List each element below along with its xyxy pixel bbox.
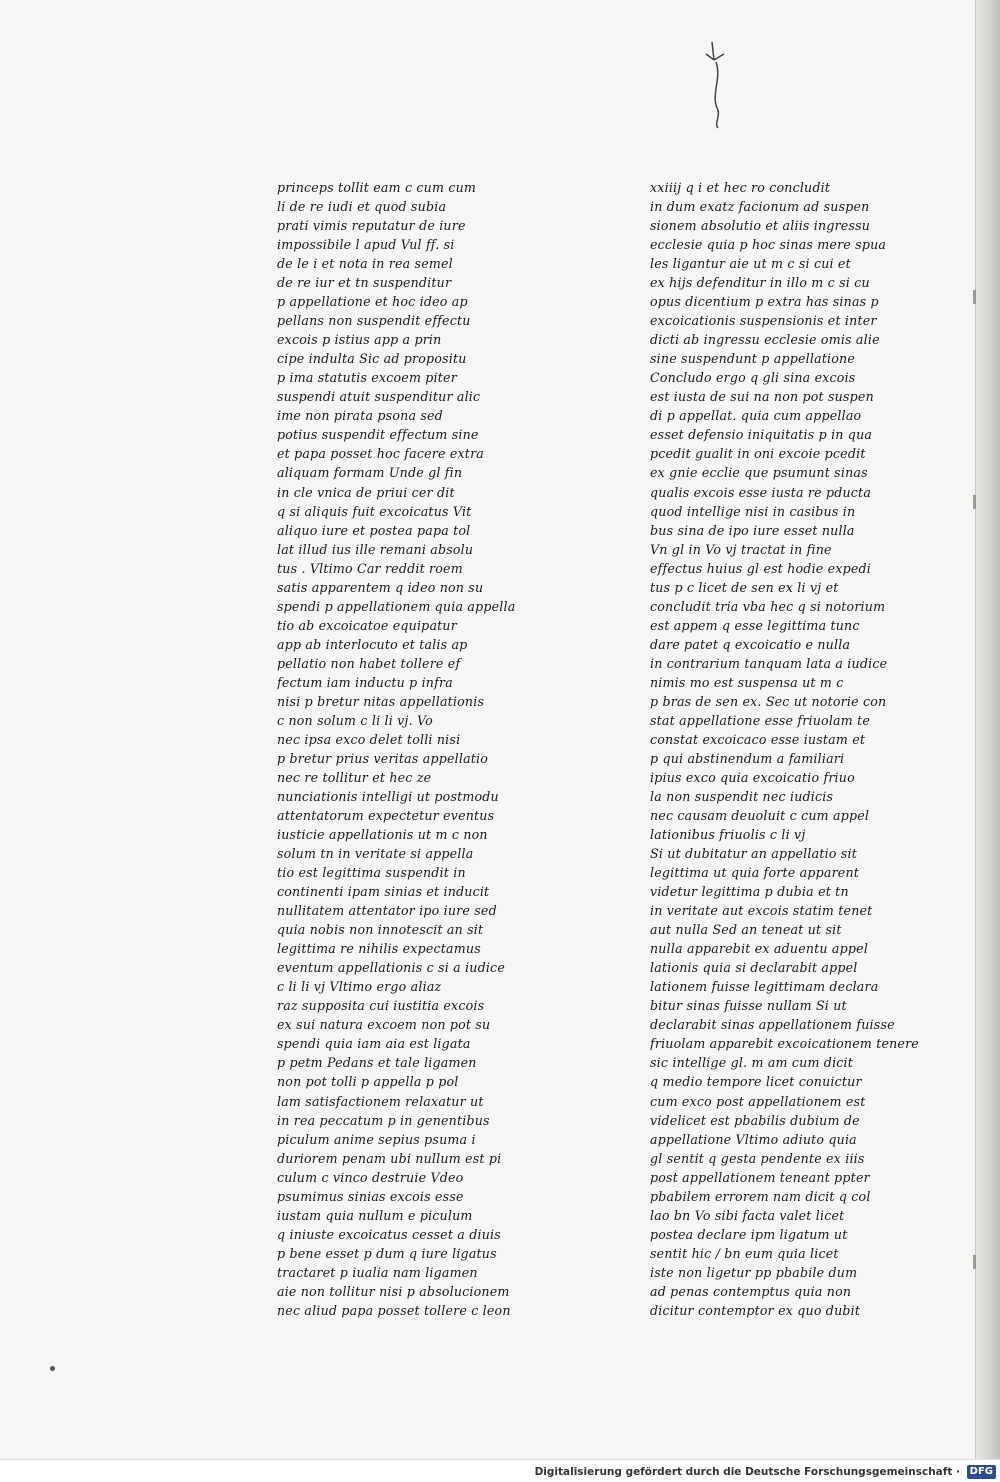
text-line: culum c vinco destruie Vdeo [277,1169,464,1185]
text-line: eventum appellationis c si a iudice [277,960,505,976]
text-line: princeps tollit eam c cum cum [277,180,477,195]
text-line: cum exco post appellationem est [650,1093,866,1109]
text-line: suspendi atuit suspenditur alic [277,389,481,405]
text-line: dicitur contemptor ex quo dubit [650,1302,861,1318]
text-line: sionem absolutio et aliis ingressu [650,218,871,234]
text-line: xxiiij q i et hec ro concludit [650,180,831,195]
text-line: potius suspendit effectum sine [277,427,479,443]
text-line: tus . Vltimo Car reddit roem [277,560,463,576]
footer-bar [0,1459,1000,1482]
text-line: aliquam formam Unde gl fin [277,465,463,481]
text-column-left [277,178,542,1320]
text-line: q iniuste excoicatus cesset a diuis [277,1226,501,1242]
text-line: est iusta de sui na non pot suspen [650,389,874,405]
text-line: continenti ipam sinias et inducit [277,884,490,900]
text-line: in dum exatz facionum ad suspen [650,199,870,215]
text-line: nulla apparebit ex aduentu appel [650,941,869,957]
text-line: excoicationis suspensionis et inter [650,313,877,329]
text-line: legittima re nihilis expectamus [277,941,481,957]
text-line: la non suspendit nec iudicis [650,789,834,804]
text-line: declarabit sinas appellationem fuisse [650,1017,895,1033]
text-line: app ab interlocuto et talis ap [277,636,468,652]
text-line: videtur legittima p dubia et tn [650,884,849,900]
text-line: lationem fuisse legittimam declara [650,979,879,995]
text-line: opus dicentium p extra has sinas p [650,294,879,310]
text-line: p bras de sen ex. Sec ut notorie con [650,693,887,709]
text-line: tus p c licet de sen ex li vj et [650,579,839,595]
text-line: quod intellige nisi in casibus in [650,503,856,519]
text-line: nunciationis intelligi ut postmodu [277,789,499,804]
text-line: p ima statutis excoem piter [277,370,457,386]
text-line: prati vimis reputatur de iure [277,218,466,234]
text-line: legittima ut quia forte apparent [650,865,860,881]
text-line: fectum iam inductu p infra [277,674,453,690]
text-line: sine suspendunt p appellatione [650,351,856,367]
text-line: di p appellat. quia cum appellao [650,408,862,424]
text-line: ipius exco quia excoicatio friuo [650,769,855,785]
text-line: pbabilem errorem nam dicit q col [650,1188,871,1204]
text-line: concludit tria vba hec q si notorium [650,598,886,614]
text-line: psumimus sinias excois esse [277,1188,464,1204]
text-line: effectus huius gl est hodie expedi [650,560,872,576]
text-line: sic intellige gl. m am cum dicit [650,1055,854,1071]
text-line: tio est legittima suspendit in [277,865,466,881]
text-line: satis apparentem q ideo non su [277,579,484,595]
text-line: li de re iudi et quod subia [277,199,447,215]
text-line: lationibus friuolis c li vj [650,827,806,843]
text-line: p bene esset p dum q iure ligatus [277,1245,497,1261]
text-line: non pot tolli p appella p pol [277,1074,459,1090]
text-line: piculum anime sepius psuma i [277,1131,476,1147]
text-line: appellatione Vltimo adiuto quia [650,1131,857,1147]
text-line: nec re tollitur et hec ze [277,769,432,785]
edge-mark [973,290,976,304]
text-line: in cle vnica de priui cer dit [277,484,455,500]
text-line: cipe indulta Sic ad propositu [277,351,467,367]
text-line: gl sentit q gesta pendente ex iiis [650,1150,865,1166]
text-line: bitur sinas fuisse nullam Si ut [650,998,847,1014]
text-line: Concludo ergo q gli sina excois [650,370,856,386]
text-line: p qui abstinendum a familiari [650,750,845,766]
text-line: post appellationem teneant ppter [650,1169,870,1185]
text-line: tractaret p iualia nam ligamen [277,1264,478,1280]
text-line: solum tn in veritate si appella [277,846,474,862]
text-line: q medio tempore licet conuictur [650,1074,862,1090]
text-line: nec aliud papa posset tollere c leon [277,1302,511,1318]
footer-credit: Digitalisierung gefördert durch die Deutsche Forschungsgemeinschaft · [534,1466,960,1478]
text-line: videlicet est pbabilis dubium de [650,1112,860,1128]
text-line: ad penas contemptus quia non [650,1283,852,1299]
text-line: friuolam apparebit excoicationem tenere [650,1036,919,1052]
text-line: aut nulla Sed an teneat ut sit [650,922,842,938]
text-line: iustam quia nullum e piculum [277,1207,473,1223]
text-line: pellans non suspendit effectu [277,313,471,329]
dfg-logo: DFG [967,1465,996,1479]
text-line: sentit hic / bn eum quia licet [650,1245,839,1261]
text-line: p appellatione et hoc ideo ap [277,294,468,310]
text-line: les ligantur aie ut m c si cui et [650,256,851,272]
text-line: Vn gl in Vo vj tractat in fine [650,541,832,557]
text-line: p petm Pedans et tale ligamen [277,1055,477,1071]
text-line: nec ipsa exco delet tolli nisi [277,731,461,747]
text-line: bus sina de ipo iure esset nulla [650,522,855,538]
text-line: in rea peccatum p in genentibus [277,1112,490,1128]
text-line: stat appellatione esse friuolam te [650,712,871,728]
text-line: ex gnie ecclie que psumunt sinas [650,465,868,481]
text-line: de re iur et tn suspenditur [277,275,452,291]
text-line: q si aliquis fuit excoicatus Vit [277,503,472,519]
text-line: lat illud ius ille remani absolu [277,541,474,557]
text-line: in contrarium tanquam lata a iudice [650,655,888,671]
text-line: pellatio non habet tollere ef [277,655,461,671]
text-line: tio ab excoicatoe equipatur [277,617,457,633]
text-line: attentatorum expectetur eventus [277,808,495,824]
text-line: iusticie appellationis ut m c non [277,827,488,843]
text-line: in veritate aut excois statim tenet [650,903,873,919]
text-line: est appem q esse legittima tunc [650,617,860,633]
ink-spot [50,1366,55,1371]
text-line: c li li vj Vltimo ergo aliaz [277,979,442,995]
text-line: lationis quia si declarabit appel [650,960,858,976]
text-line: lam satisfactionem relaxatur ut [277,1093,484,1109]
text-line: aie non tollitur nisi p absolucionem [277,1283,510,1299]
text-line: duriorem penam ubi nullum est pi [277,1150,502,1166]
edge-mark [973,495,976,509]
text-line: nec causam deuoluit c cum appel [650,808,870,824]
text-line: spendi p appellationem quia appella [277,598,516,614]
text-line: aliquo iure et postea papa tol [277,522,471,538]
text-line: ex hijs defenditur in illo m c si cu [650,275,870,291]
text-line: postea declare ipm ligatum ut [650,1226,848,1242]
text-line: nisi p bretur nitas appellationis [277,693,485,709]
text-line: iste non ligetur pp pbabile dum [650,1264,858,1280]
text-line: Si ut dubitatur an appellatio sit [650,846,857,862]
text-line: spendi quia iam aia est ligata [277,1036,471,1052]
text-line: pcedit gualit in oni excoie pcedit [650,446,866,462]
ink-scribble [700,40,740,130]
text-line: nullitatem attentator ipo iure sed [277,903,497,919]
text-line: constat excoicaco esse iustam et [650,731,866,747]
text-line: de le i et nota in rea semel [277,256,453,272]
text-line: nimis mo est suspensa ut m c [650,674,844,690]
text-line: quia nobis non innotescit an sit [277,922,484,938]
text-line: dare patet q excoicatio e nulla [650,636,851,652]
text-line: ex sui natura excoem non pot su [277,1017,491,1033]
text-line: lao bn Vo sibi facta valet licet [650,1207,845,1223]
text-line: et papa posset hoc facere extra [277,446,484,462]
text-line: esset defensio iniquitatis p in qua [650,427,873,443]
text-column-right [650,178,920,1320]
edge-mark [973,1255,976,1269]
text-line: excois p istius app a prin [277,332,442,348]
text-line: p bretur prius veritas appellatio [277,750,489,766]
text-line: qualis excois esse iusta re pducta [650,484,872,500]
text-line: dicti ab ingressu ecclesie omis alie [650,332,880,348]
text-line: ime non pirata psona sed [277,408,443,424]
text-line: ecclesie quia p hoc sinas mere spua [650,237,887,253]
text-line: c non solum c li li vj. Vo [277,712,433,728]
text-line: raz supposita cui iustitia excois [277,998,485,1014]
text-line: impossibile l apud Vul ff. si [277,237,455,253]
page-edge [975,0,1000,1460]
